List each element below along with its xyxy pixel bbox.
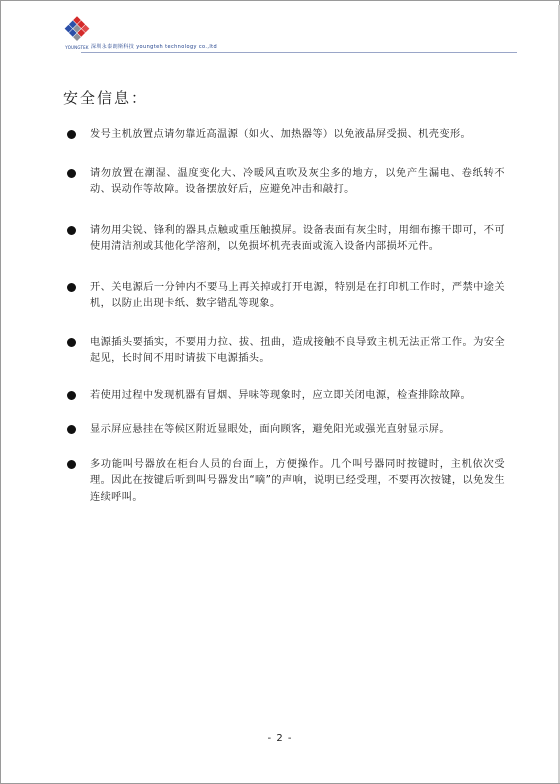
list-item-text: 若使用过程中发现机器有冒烟、异味等现象时，应立即关闭电源，检查排除故障。 [90,389,472,401]
list-item-text: 显示屏应悬挂在等候区附近显眼处，面向顾客，避免阳光或强光直射显示屏。 [90,424,450,435]
bullet-icon [67,283,76,292]
list-item [65,280,505,313]
bullet-icon [67,226,76,235]
list-item [65,388,505,405]
page-number: - 2 - [267,733,293,744]
section-title: 安全信息： [63,89,149,107]
bullet-icon [67,130,76,139]
list-item [65,223,505,256]
list-item-text: 发号主机放置点请勿靠近高温源（如火、加热器等）以免液晶屏受损、机壳变形。 [90,129,472,140]
bullet-icon [67,169,76,178]
list-item-text: 开、关电源后一分钟内不要马上再关掉或打开电源，特别是在打印机工作时，严禁中途关机，以防止出现卡纸、数字错乱等现象。 [90,281,505,309]
logo-text: YOUNGTEK [65,45,89,50]
list-item-text: 请勿放置在潮湿、温度变化大、冷暖风直吹及灰尘多的地方，以免产生漏电、卷纸转不动、误动作等故障。设备摆放好后，应避免冲击和敲打。 [90,167,505,195]
list-item [65,422,505,439]
bullet-icon [67,425,76,434]
list-item-text: 电源插头要插实，不要用力拉、拔、扭曲，造成接触不良导致主机无法正常工作。为安全起见，长时间不用时请拔下电源插头。 [90,336,505,364]
list-item [65,166,505,199]
bullet-icon [67,338,76,347]
company-name: 深圳永泰朗斯科技 youngteh technology co.,ltd [91,44,218,50]
list-item [65,127,505,144]
list-item [65,457,505,507]
list-item-text: 多功能叫号器放在柜台人员的台面上，方便操作。几个叫号器同时按键时，主机依次受理。因此在按键后听到叫号器发出“嘀”的声响，说明已经受理，不要再次按键，以免发生连续呼叫。 [90,458,505,503]
bullet-icon [67,460,76,469]
header-divider [81,52,517,53]
list-item-text: 请勿用尖锐、锋利的器具点触或重压触摸屏。设备表面有灰尘时，用细布擦干即可，不可使用清洁剂或其他化学溶剂，以免损坏机壳表面或流入设备内部损坏元件。 [90,224,505,252]
safety-list [65,127,505,506]
list-item [65,335,505,368]
page-header [57,15,517,55]
bullet-icon [67,391,76,400]
